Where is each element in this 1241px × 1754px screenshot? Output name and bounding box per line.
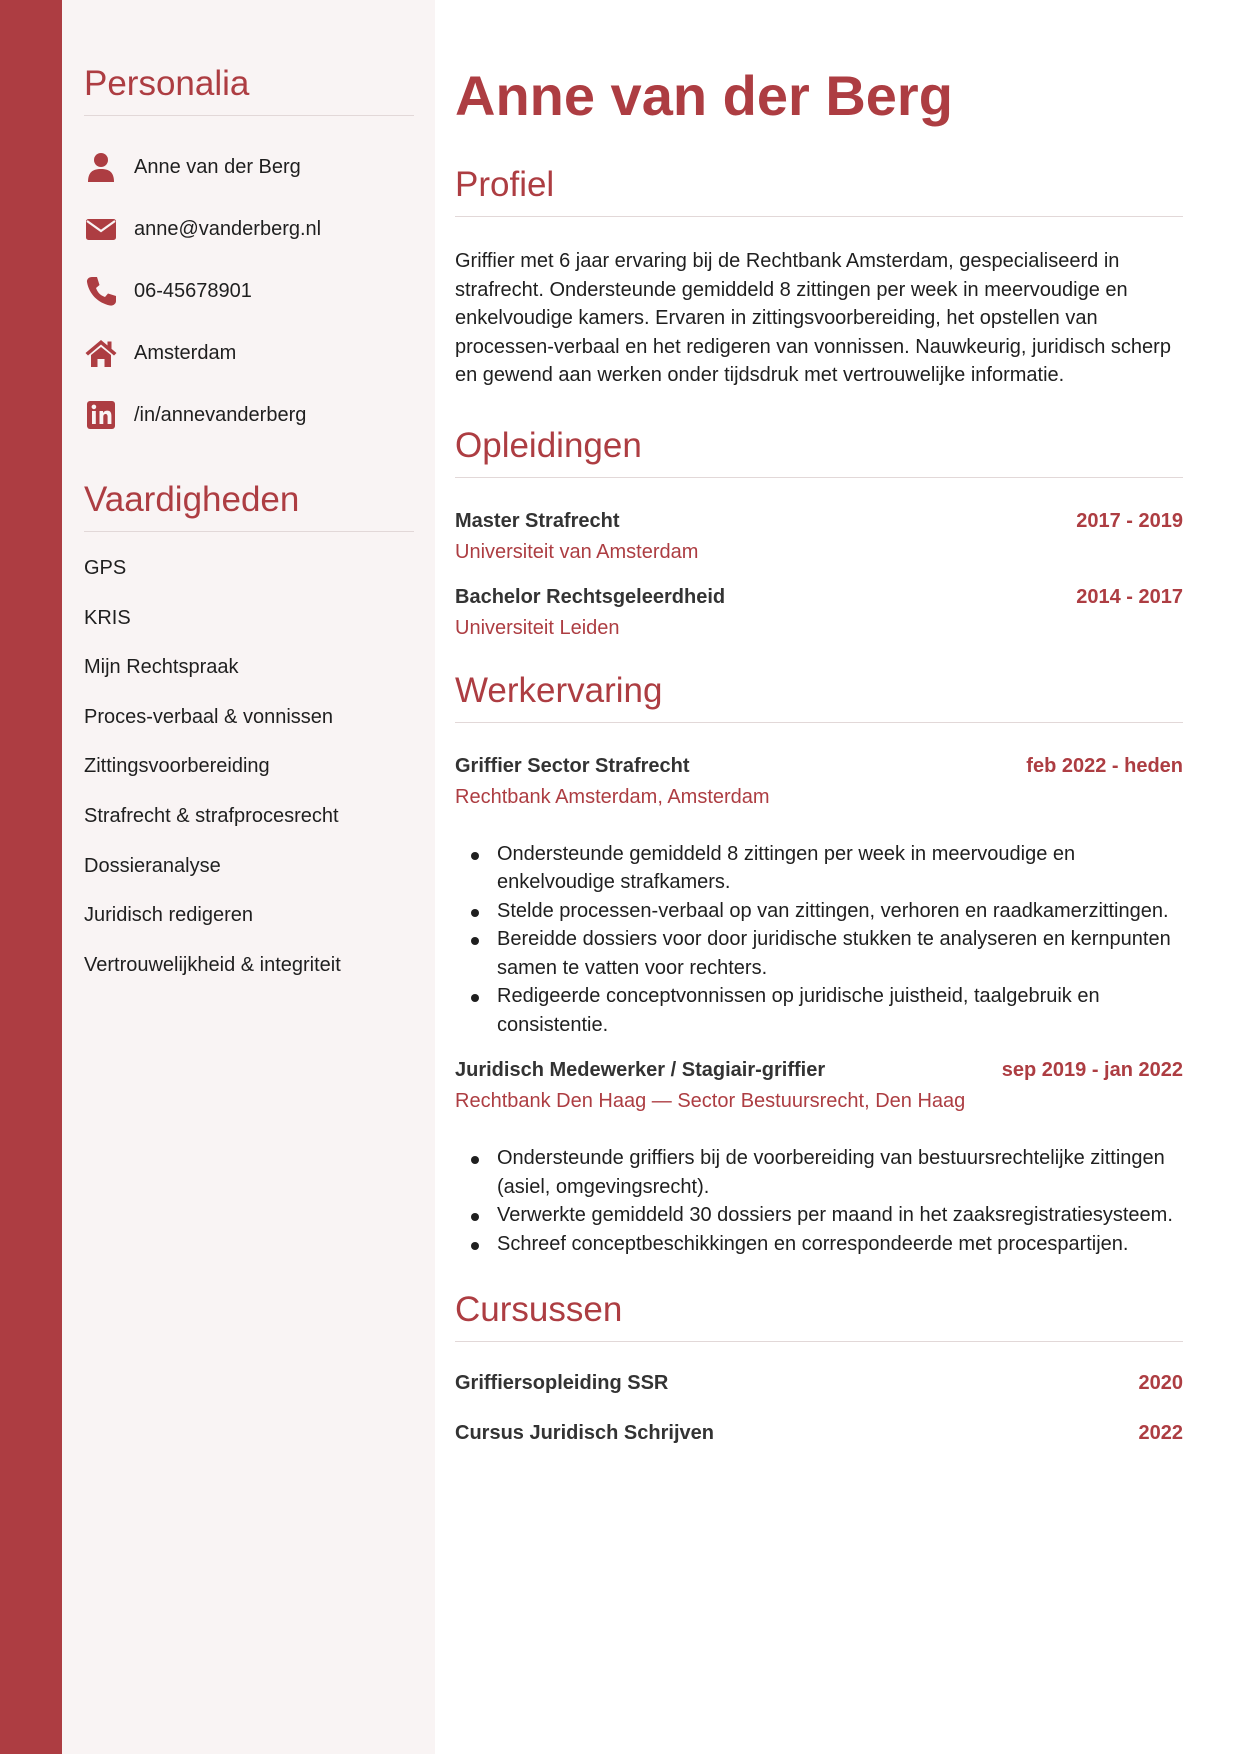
- personal-section-title: Personalia: [84, 0, 414, 116]
- phone-icon: [84, 274, 118, 308]
- profile-text: Griffier met 6 jaar ervaring bij de Rechtbank Amsterdam, gespecialiseerd in strafrecht. Ondersteunde gemiddeld 8 zittingen per week in meervoudige en enkelvoudige kamers. Ervaren in zittingsvoorbereiding, het opstellen van processen-verbaal en het redigeren van vonnissen. Nauwkeurig, juridisch scherp en gewend aan werken onder tijdsdruk met vertrouwelijke informatie.: [455, 250, 1171, 386]
- experience-section-title: Werkervaring: [455, 673, 1183, 723]
- sidebar: [62, 0, 435, 1754]
- job-bullet: Ondersteunde gemiddeld 8 zittingen per week in meervoudige en enkelvoudige strafkamers.: [455, 840, 1183, 897]
- job-bullets: [455, 1144, 1183, 1258]
- job-bullet: Bereidde dossiers voor door juridische stukken te analyseren en kernpunten samen te vatten voor rechters.: [455, 925, 1183, 982]
- job-bullet: Redigeerde conceptvonnissen op juridische juistheid, taalgebruik en consistentie.: [455, 982, 1183, 1039]
- skill-item: Strafrecht & strafprocesrecht: [84, 804, 339, 827]
- education-entry: [455, 586, 1183, 640]
- education-entry: [455, 510, 1183, 564]
- job-bullet: Schreef conceptbeschikkingen en correspondeerde met procespartijen.: [455, 1230, 1183, 1259]
- skills-list: [84, 532, 414, 1002]
- skill-item: KRIS: [84, 606, 131, 629]
- course-year: 2022: [1138, 1422, 1183, 1444]
- job-bullet: Stelde processen-verbaal op van zittingen, verhoren en raadkamerzittingen.: [455, 897, 1183, 926]
- contact-phone: [84, 260, 414, 322]
- education-degree: Bachelor Rechtsgeleerdheid: [455, 585, 726, 608]
- contact-name: [84, 136, 414, 198]
- skill-item: Juridisch redigeren: [84, 904, 253, 927]
- job-entry: [455, 755, 1183, 1040]
- contact-list: [84, 116, 414, 446]
- envelope-icon: [84, 212, 118, 246]
- courses-list: [455, 1372, 1183, 1472]
- education-school: Universiteit van Amsterdam: [455, 540, 699, 563]
- education-school: Universiteit Leiden: [455, 616, 620, 639]
- courses-section-title: Cursussen: [455, 1292, 1183, 1342]
- contact-location: [84, 322, 414, 384]
- contact-email-text[interactable]: anne@vanderberg.nl: [134, 217, 322, 240]
- skill-item: GPS: [84, 557, 127, 579]
- education-section-title: Opleidingen: [455, 428, 1183, 478]
- education-dates: 2017 - 2019: [1076, 509, 1183, 532]
- candidate-name: Anne van der Berg: [455, 64, 953, 127]
- user-icon: [84, 150, 118, 184]
- skills-section-title: Vaardigheden: [84, 482, 414, 532]
- main-content: [435, 0, 1241, 1754]
- job-dates: feb 2022 - heden: [1026, 754, 1183, 777]
- course-entry: [455, 1422, 1183, 1472]
- job-bullet: Ondersteunde griffiers bij de voorbereiding van bestuursrechtelijke zittingen (asiel, omgevingsrecht).: [455, 1144, 1183, 1201]
- contact-email: [84, 198, 414, 260]
- skill-item: Zittingsvoorbereiding: [84, 755, 270, 778]
- skill-item: Vertrouwelijkheid & integriteit: [84, 953, 341, 976]
- course-year: 2020: [1138, 1372, 1183, 1394]
- course-name: Cursus Juridisch Schrijven: [455, 1422, 714, 1444]
- home-icon: [84, 336, 118, 370]
- skill-item: Dossieranalyse: [84, 854, 221, 877]
- contact-linkedin-text[interactable]: /in/annevanderberg: [134, 403, 307, 426]
- contact-location-text: Amsterdam: [134, 341, 237, 364]
- contact-phone-text[interactable]: 06-45678901: [134, 279, 252, 302]
- job-role: Juridisch Medewerker / Stagiair-griffier: [455, 1059, 826, 1081]
- education-degree: Master Strafrecht: [455, 509, 620, 532]
- job-entry: [455, 1059, 1183, 1258]
- job-bullet: Verwerkte gemiddeld 30 dossiers per maand in het zaaksregistratiesysteem.: [455, 1201, 1183, 1230]
- linkedin-icon: [84, 398, 118, 432]
- skill-item: Mijn Rechtspraak: [84, 656, 239, 679]
- experience-section: [455, 670, 1183, 1259]
- profile-section: [455, 167, 1183, 390]
- skill-item: Proces-verbaal & vonnissen: [84, 705, 334, 728]
- job-organization: Rechtbank Amsterdam, Amsterdam: [455, 785, 770, 808]
- contact-linkedin: [84, 384, 414, 446]
- courses-section: [455, 1292, 1183, 1472]
- job-bullets: [455, 840, 1183, 1040]
- job-role: Griffier Sector Strafrecht: [455, 754, 690, 777]
- job-organization: Rechtbank Den Haag — Sector Bestuursrecht, Den Haag: [455, 1090, 966, 1112]
- accent-stripe: [0, 0, 62, 1754]
- course-name: Griffiersopleiding SSR: [455, 1372, 669, 1394]
- education-section: [455, 425, 1183, 640]
- education-dates: 2014 - 2017: [1076, 585, 1183, 608]
- contact-name-text: Anne van der Berg: [134, 155, 301, 178]
- profile-section-title: Profiel: [455, 167, 1183, 217]
- course-entry: [455, 1372, 1183, 1422]
- job-dates: sep 2019 - jan 2022: [1001, 1059, 1183, 1081]
